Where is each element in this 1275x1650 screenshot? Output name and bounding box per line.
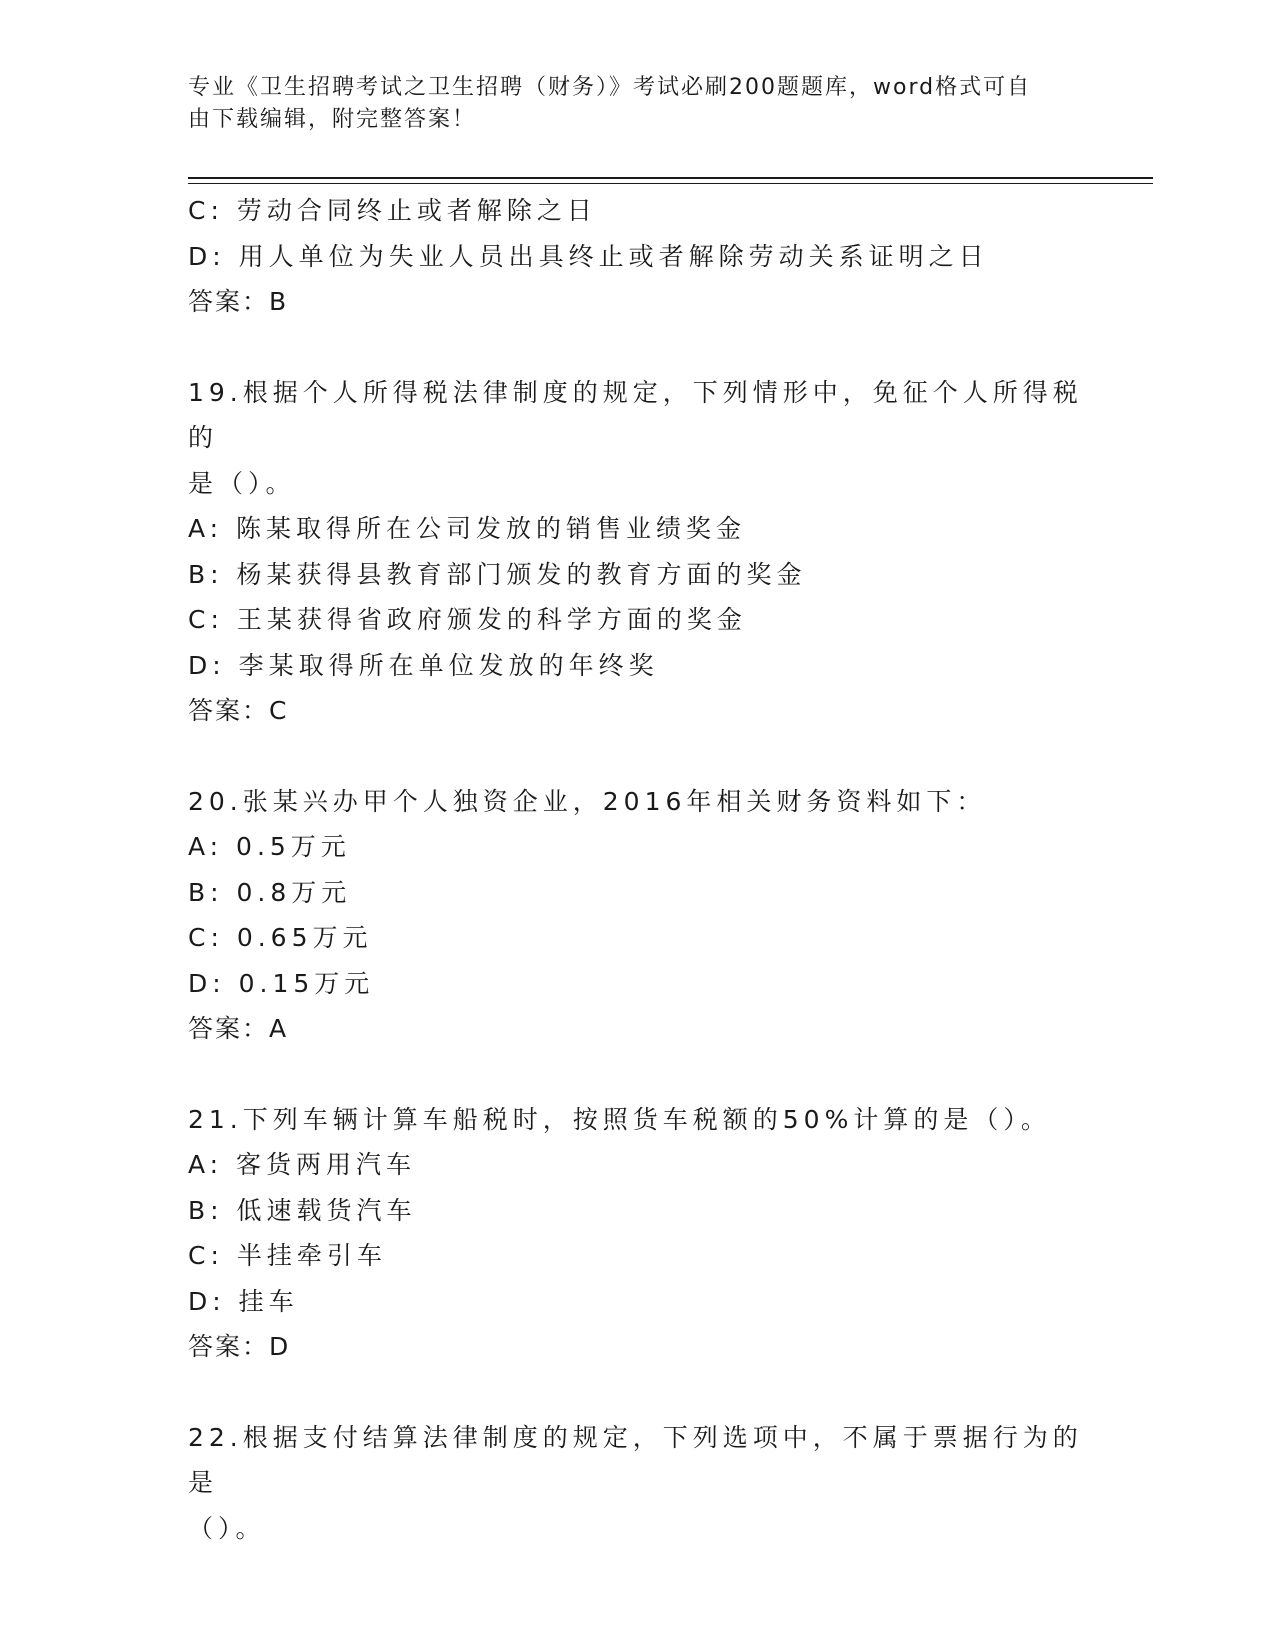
header-divider-thin (188, 183, 1153, 184)
option-b: B: 杨某获得县教育部门颁发的教育方面的奖金 (188, 559, 807, 589)
answer: 答案：A (188, 1014, 289, 1043)
option-d: D: 0.15万元 (188, 968, 375, 998)
option-d: D: 李某取得所在单位发放的年终奖 (188, 650, 659, 680)
question-stem-continued: （）。 (188, 1513, 266, 1543)
header-line-1: 专业《卫生招聘考试之卫生招聘（财务）》考试必刷200题题库，word格式可自 (188, 75, 1032, 100)
document-header (188, 72, 1088, 136)
question-stem-continued: 是（）。 (188, 468, 296, 498)
question-stem: 20.张某兴办甲个人独资企业，2016年相关财务资料如下： (188, 786, 987, 816)
option-c: C: 0.65万元 (188, 923, 373, 952)
option-a: A: 0.5万元 (188, 832, 351, 861)
question-stem: 22.根据支付结算法律制度的规定，下列选项中，不属于票据行为的是 (188, 1422, 1083, 1497)
option-a: A: 陈某取得所在公司发放的销售业绩奖金 (188, 514, 747, 543)
option-b: B: 0.8万元 (188, 877, 352, 907)
answer: 答案：C (188, 696, 289, 725)
question-18 (188, 188, 1088, 325)
header-line-2: 由下载编辑，附完整答案！ (188, 107, 477, 132)
question-20 (188, 779, 1088, 1052)
option-b: B: 低速载货汽车 (188, 1195, 417, 1225)
option-d: D: 挂车 (188, 1286, 299, 1316)
spacer (188, 1052, 1088, 1097)
option-c: C: 劳动合同终止或者解除之日 (188, 196, 597, 225)
header-divider-thick (188, 177, 1153, 179)
answer: 答案：B (188, 287, 289, 316)
option-a: A: 客货两用汽车 (188, 1150, 417, 1179)
answer: 答案：D (188, 1332, 291, 1361)
question-stem: 19.根据个人所得税法律制度的规定，下列情形中，免征个人所得税的 (188, 377, 1083, 452)
spacer (188, 734, 1088, 779)
option-c: C: 王某获得省政府颁发的科学方面的奖金 (188, 605, 747, 634)
question-list (188, 188, 1088, 1551)
spacer (188, 325, 1088, 370)
question-stem: 21.下列车辆计算车船税时，按照货车税额的50%计算的是（）。 (188, 1104, 1051, 1134)
option-c: C: 半挂牵引车 (188, 1241, 387, 1270)
question-22 (188, 1415, 1088, 1552)
question-19 (188, 370, 1088, 734)
option-d: D: 用人单位为失业人员出具终止或者解除劳动关系证明之日 (188, 241, 989, 271)
question-21 (188, 1097, 1088, 1370)
spacer (188, 1370, 1088, 1415)
